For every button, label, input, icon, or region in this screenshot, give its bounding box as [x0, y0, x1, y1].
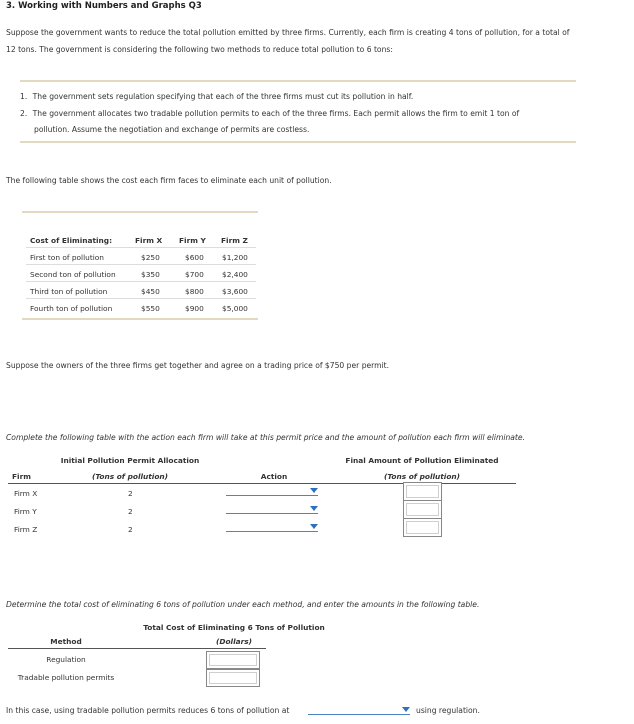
- col-alloc-header: Initial Pollution Permit Allocation: [60, 456, 200, 465]
- col-final-subheader: (Tons of pollution): [383, 472, 461, 481]
- firm-x-eliminated-input[interactable]: [403, 482, 442, 501]
- intro-line-1: Suppose the government wants to reduce the total pollution emitted by three firms. Currently, each firm is creating 4 tons of pollution, for a total of: [6, 28, 570, 37]
- method-1-text: The government sets regulation specifying that each of the three firms must cut its pollution in half.: [32, 92, 414, 101]
- cost-comparison-dropdown[interactable]: [308, 704, 410, 715]
- chevron-down-icon: [402, 707, 410, 712]
- cost-row-2-firm-z: $2,400: [222, 270, 248, 279]
- cost-row-3-firm-x: $450: [141, 287, 160, 296]
- method-2-continued: pollution. Assume the negotiation and exchange of permits are costless.: [34, 125, 310, 134]
- final-sentence-end: using regulation.: [416, 706, 480, 715]
- method-2-text: The government allocates two tradable pollution permits to each of the three firms. Each permit allows the firm to emit 1 ton of: [32, 109, 520, 118]
- cost-row-divider: [26, 298, 256, 299]
- cost-header-label: Cost of Eliminating:: [30, 236, 113, 245]
- cost-row-divider: [26, 264, 256, 265]
- cost-header-firm-x: Firm X: [135, 236, 163, 245]
- total-table-header-rule: [8, 648, 266, 649]
- cost-header-divider: [26, 247, 256, 248]
- row-firm-x-alloc: 2: [128, 489, 133, 498]
- col-action-header: Action: [260, 472, 288, 481]
- permits-total-cost-input[interactable]: [206, 669, 260, 687]
- final-sentence-start: In this case, using tradable pollution permits reduces 6 tons of pollution at: [6, 706, 290, 715]
- complete-instruction: Complete the following table with the action each firm will take at this permit price and the amount of pollution each firm will eliminate.: [6, 433, 525, 442]
- col-firm-header: Firm: [12, 472, 31, 481]
- row-firm-x-label: Firm X: [14, 489, 38, 498]
- firm-z-action-dropdown[interactable]: [226, 521, 318, 532]
- cost-row-divider: [26, 281, 256, 282]
- cost-table-bottom-rule: [22, 318, 258, 320]
- intro-line-2: 12 tons. The government is considering the following two methods to reduce total pollution to 6 tons:: [6, 45, 393, 54]
- cost-row-3-label: Third ton of pollution: [30, 287, 108, 296]
- methods-top-rule: [20, 80, 576, 82]
- cost-row-2-label: Second ton of pollution: [30, 270, 116, 279]
- cost-intro-text: The following table shows the cost each firm faces to eliminate each unit of pollution.: [6, 176, 332, 185]
- cost-row-4-firm-x: $550: [141, 304, 160, 313]
- firm-z-eliminated-input[interactable]: [403, 518, 442, 537]
- cost-row-3-firm-y: $800: [185, 287, 204, 296]
- method-row-tradable-permits: Tradable pollution permits: [17, 673, 115, 682]
- determine-instruction: Determine the total cost of eliminating 6 tons of pollution under each method, and enter the amounts in the following table.: [6, 600, 480, 609]
- cost-row-4-firm-y: $900: [185, 304, 204, 313]
- cost-row-4-firm-z: $5,000: [222, 304, 248, 313]
- row-firm-z-label: Firm Z: [14, 525, 38, 534]
- total-cost-header: Total Cost of Eliminating 6 Tons of Pollution: [143, 623, 325, 632]
- method-1: [20, 92, 413, 101]
- cost-table-top-rule: [22, 211, 258, 213]
- cost-row-1-firm-y: $600: [185, 253, 204, 262]
- chevron-down-icon: [310, 506, 318, 511]
- method-2-number: 2.: [20, 109, 28, 118]
- firm-y-action-dropdown[interactable]: [226, 503, 318, 514]
- question-title: 3. Working with Numbers and Graphs Q3: [6, 1, 202, 11]
- cost-row-1-label: First ton of pollution: [30, 253, 104, 262]
- method-2: [20, 109, 519, 118]
- col-final-header: Final Amount of Pollution Eliminated: [345, 456, 499, 465]
- cost-header-firm-z: Firm Z: [221, 236, 248, 245]
- method-row-regulation: Regulation: [46, 655, 86, 664]
- firm-x-action-dropdown[interactable]: [226, 485, 318, 496]
- row-firm-y-label: Firm Y: [14, 507, 37, 516]
- firm-y-eliminated-input[interactable]: [403, 500, 442, 519]
- cost-row-1-firm-x: $250: [141, 253, 160, 262]
- chevron-down-icon: [310, 524, 318, 529]
- cost-row-2-firm-x: $350: [141, 270, 160, 279]
- method-1-number: 1.: [20, 92, 28, 101]
- trading-price-text: Suppose the owners of the three firms get together and agree on a trading price of $750 per permit.: [6, 361, 390, 370]
- col-alloc-subheader: (Tons of pollution): [91, 472, 169, 481]
- cost-row-4-label: Fourth ton of pollution: [30, 304, 113, 313]
- methods-bottom-rule: [20, 141, 576, 143]
- row-firm-z-alloc: 2: [128, 525, 133, 534]
- cost-header-firm-y: Firm Y: [179, 236, 206, 245]
- chevron-down-icon: [310, 488, 318, 493]
- cost-row-2-firm-y: $700: [185, 270, 204, 279]
- row-firm-y-alloc: 2: [128, 507, 133, 516]
- total-cost-subheader: (Dollars): [215, 637, 253, 646]
- regulation-total-cost-input[interactable]: [206, 651, 260, 669]
- method-col-header: Method: [50, 637, 82, 646]
- cost-row-3-firm-z: $3,600: [222, 287, 248, 296]
- cost-row-1-firm-z: $1,200: [222, 253, 248, 262]
